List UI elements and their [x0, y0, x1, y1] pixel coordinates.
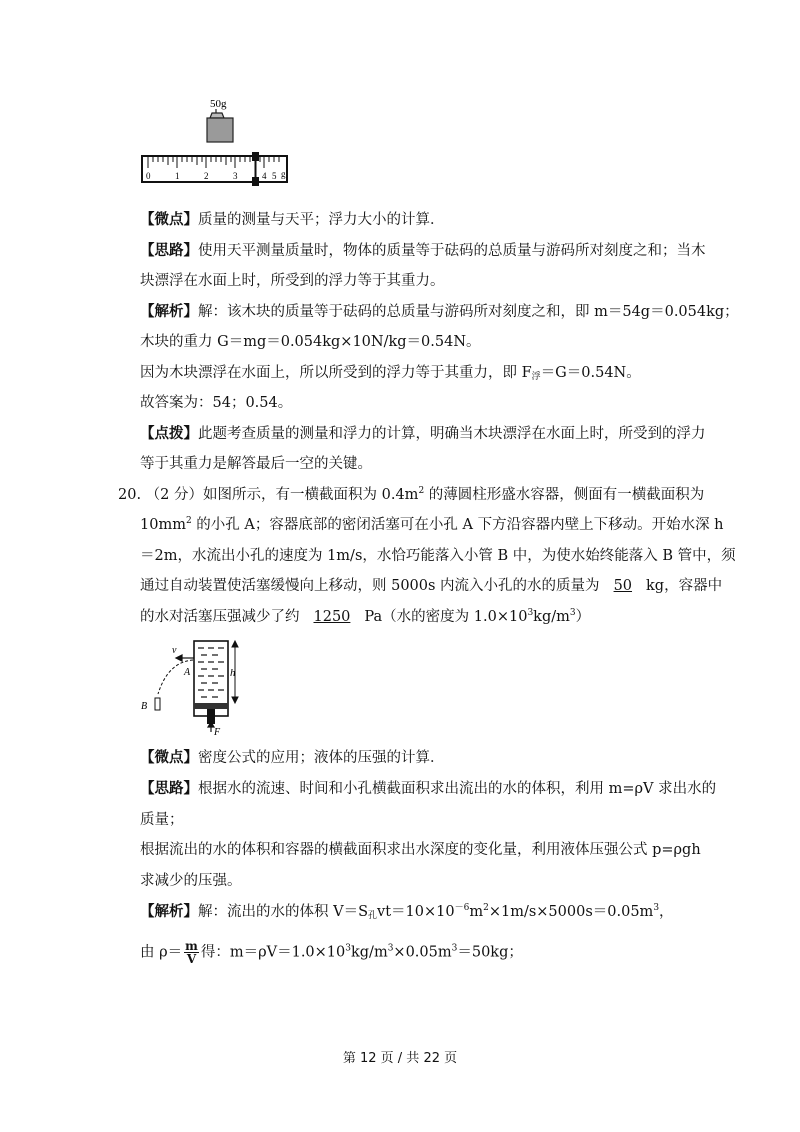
weidian-text: 密度公式的应用；液体的压强的计算．: [198, 750, 445, 766]
label-F: F: [214, 727, 221, 736]
jiexi-2b: 得：m＝ρV＝1.0×10: [200, 944, 346, 961]
stem-5d: ）: [575, 609, 591, 625]
dianbo-tag: 【点拨】: [140, 425, 198, 442]
q20-silu-line-1: [140, 779, 716, 799]
q19-dianbo-line-2: 等于其重力是解答最后一空的关键。: [140, 456, 372, 472]
label-h: h: [230, 667, 236, 679]
stem-2b: 的小孔 A；容器底部的密闭活塞可在小孔 A 下方沿容器内壁上下移动。开始水深 h: [191, 517, 724, 533]
q20-silu-line-4: 求减少的压强。: [140, 873, 242, 889]
jiexi-tag: 【解析】: [140, 903, 198, 920]
jiexi-1d: ×1m/s×5000s＝0.05m: [488, 904, 654, 920]
q20-stem-line-2: [140, 515, 724, 535]
stem-5c: kg/m: [533, 609, 570, 625]
jiexi-1c: m: [469, 904, 484, 920]
q20-stem-line-4: [140, 576, 722, 596]
weidian-tag: 【微点】: [140, 211, 198, 228]
answer-blank-1: 50: [613, 578, 633, 594]
stem-1b: 的薄圆柱形盛水容器，侧面有一横截面积为: [424, 487, 705, 503]
jiexi-1a: 解：流出的水的体积 V＝S: [198, 904, 369, 920]
q19-silu-line-1: [140, 241, 706, 261]
weight-label: 50g: [210, 98, 227, 110]
silu-text: 使用天平测量质量时，物体的质量等于砝码的总质量与游码所对刻度之和；当木: [198, 243, 706, 259]
jiexi-1e: ，: [659, 904, 674, 920]
tick-label-1: 1: [175, 171, 180, 181]
jiexi-2e: ＝50kg；: [457, 944, 523, 961]
q19-jiexi-line-2: 木块的重力 G＝mg＝0.054kg×10N/kg＝0.54N。: [140, 334, 481, 350]
balance-scale-figure: [140, 96, 292, 188]
label-v: v: [172, 645, 177, 656]
label-A: A: [184, 667, 191, 678]
tick-label-3: 3: [233, 171, 238, 181]
tick-label-5: 5: [272, 171, 277, 181]
q20-silu-line-2: 质量；: [140, 812, 184, 828]
fraction-m-over-V: [184, 940, 199, 965]
dianbo-text: 此题考查质量的测量和浮力的计算，明确当木块漂浮在水面上时，所受到的浮力: [198, 426, 706, 442]
silu-text: 根据水的流速、时间和小孔横截面积求出流出的水的体积，利用 m=ρV 求出水的: [198, 781, 717, 797]
stem-4a: 通过自动装置使活塞缓慢向上移动，则 5000s 内流入小孔的水的质量为: [140, 578, 600, 594]
jiexi-2-sup2: 3: [387, 943, 394, 954]
stem-5-sup: 3: [527, 608, 534, 618]
q19-dianbo-line-1: [140, 424, 706, 444]
tick-label-4: 4: [262, 171, 267, 181]
page-footer: 第 12 页 / 共 22 页: [342, 1051, 458, 1066]
q19-weidian-line: [140, 210, 445, 230]
stem-2-sup: 2: [185, 516, 192, 526]
jiexi-1-sup: －6: [454, 903, 470, 913]
tube-B: [155, 698, 160, 710]
scale-unit: g: [281, 169, 286, 179]
answer-blank-2: 1250: [313, 609, 351, 625]
q19-jiexi-line-1: [140, 302, 739, 322]
q20-silu-line-3: 根据流出的水的体积和容器的横截面积求出水深度的变化量，利用液体压强公式 p=ρgh: [140, 842, 701, 858]
jiexi-1-sup3: 3: [653, 903, 660, 913]
silu-tag: 【思路】: [140, 780, 198, 797]
weidian-tag: 【微点】: [140, 749, 198, 766]
jiexi-text: 解：该木块的质量等于砝码的总质量与游码所对刻度之和，即 m＝54g＝0.054kg；: [198, 304, 739, 320]
stem-5b: Pa（水的密度为 1.0×10: [364, 609, 528, 625]
label-B: B: [141, 701, 148, 712]
jiexi-1-sub: 孔: [368, 911, 378, 921]
jiexi-2-sup3: 3: [451, 943, 458, 954]
weidian-text: 质量的测量与天平；浮力大小的计算．: [198, 212, 445, 228]
stem-4b: kg，容器中: [646, 578, 723, 594]
stem-2a: 10mm: [140, 517, 186, 533]
jiexi-3-sub: 浮: [531, 372, 541, 382]
q20-jiexi-line-1: [140, 902, 674, 922]
q20-stem-line-3: ＝2m，水流出小孔的速度为 1m/s，水恰巧能落入小管 B 中，为使水始终能落入 B 管中，须: [140, 548, 736, 564]
stem-5-sup2: 3: [569, 608, 576, 618]
stem-1-sup: 2: [418, 486, 425, 496]
water-container-figure: [138, 636, 248, 736]
q19-answer-line: 故答案为：54；0.54。: [140, 395, 293, 411]
q20-stem-line-5: [140, 607, 590, 627]
jiexi-3b: ＝G＝0.54N。: [540, 365, 641, 381]
q20-stem-line-1: [118, 485, 704, 505]
stem-5a: 的水对活塞压强减少了约: [140, 609, 300, 625]
q20-jiexi-line-2: [140, 940, 523, 965]
fraction-numerator: m: [185, 939, 198, 953]
q19-silu-line-2: 块漂浮在水面上时，所受到的浮力等于其重力。: [140, 273, 445, 289]
piston: [194, 703, 228, 709]
jiexi-1-sup2: 2: [483, 903, 489, 913]
silu-tag: 【思路】: [140, 242, 198, 259]
weight-block: [207, 118, 233, 142]
fraction-denominator: V: [186, 952, 197, 966]
tick-label-0: 0: [146, 171, 151, 181]
q20-number: 20.: [118, 487, 142, 503]
jiexi-2d: ×0.05m: [393, 944, 452, 961]
jiexi-3a: 因为木块漂浮在水面上，所以所受到的浮力等于其重力，即 F: [140, 365, 532, 381]
jiexi-2-sup: 3: [345, 943, 351, 954]
tick-label-2: 2: [204, 171, 209, 181]
jiexi-1b: vt＝10×10: [377, 904, 455, 920]
q19-jiexi-line-3: [140, 363, 641, 383]
jiexi-2a: 由 ρ＝: [140, 944, 183, 961]
jiexi-tag: 【解析】: [140, 303, 198, 320]
q20-weidian-line: [140, 748, 445, 768]
weight-hook: [210, 109, 224, 118]
jiexi-2c: kg/m: [350, 944, 388, 961]
stem-1a: （2 分）如图所示，有一横截面积为 0.4m: [145, 487, 419, 503]
